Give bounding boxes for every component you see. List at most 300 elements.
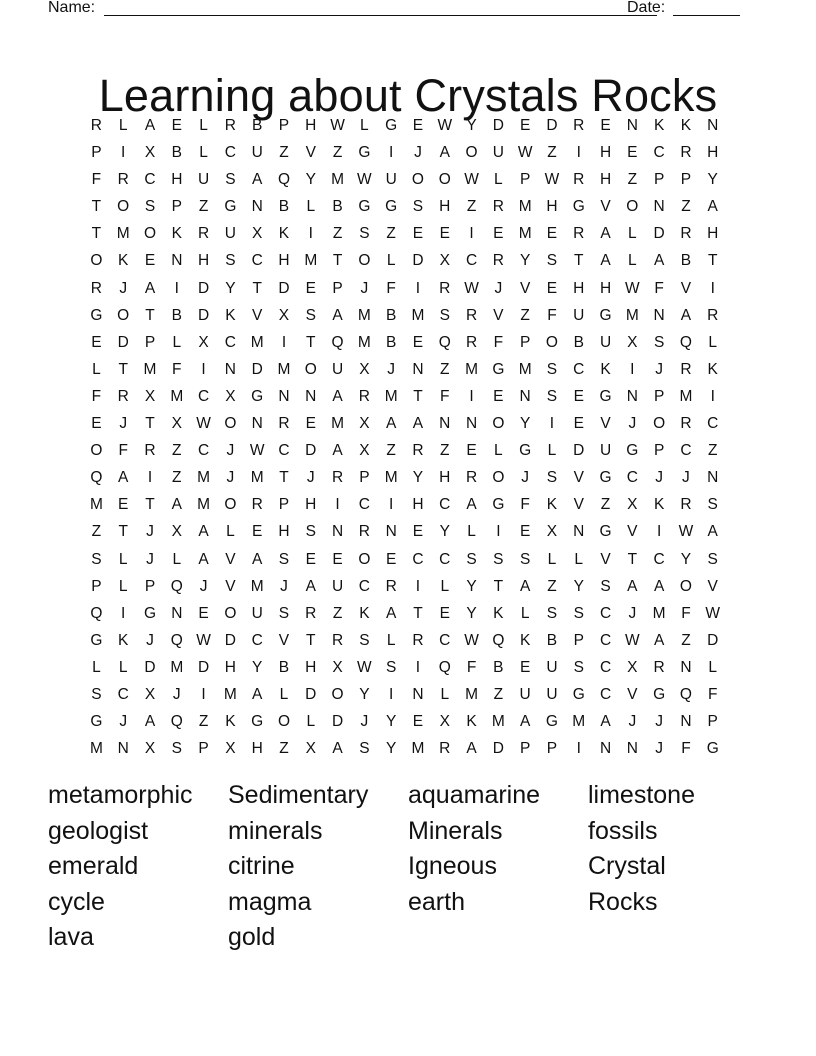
grid-letter: X [278,306,290,324]
grid-letter: J [119,415,128,433]
word-list-item: lava [48,923,94,952]
grid-letter: C [251,252,263,270]
grid-letter: L [360,117,369,134]
grid-letter: N [519,387,531,405]
grid-letter: Y [412,469,424,487]
grid-letter: G [599,523,612,541]
grid-letter: R [278,415,290,433]
grid-letter: E [91,415,102,433]
grid-letter: T [279,469,289,487]
grid-letter: X [439,252,450,270]
grid-letter: Y [466,604,477,622]
grid-letter: M [679,387,693,405]
grid-letter: L [306,713,316,731]
grid-letter: A [653,252,665,270]
grid-letter: E [171,117,182,134]
grid-letter: Z [386,225,396,243]
grid-letter: R [358,523,370,541]
grid-letter: M [518,198,532,216]
grid-letter: A [519,713,531,731]
grid-letter: L [279,685,289,703]
grid-letter: D [412,252,424,270]
grid-letter: K [359,604,370,622]
grid-letter: A [600,713,611,731]
word-list-item: citrine [228,852,295,881]
grid-letter: N [626,117,638,134]
grid-letter: X [144,387,156,405]
grid-letter: K [225,306,236,324]
grid-letter: Y [680,550,692,568]
grid-letter: C [439,550,451,568]
grid-letter: J [494,279,503,297]
grid-letter: U [224,225,236,243]
grid-letter: F [520,496,530,514]
grid-letter: N [680,658,692,676]
grid-letter: M [411,306,425,324]
grid-letter: I [415,577,421,595]
grid-letter: U [385,171,397,189]
grid-letter: H [599,279,612,297]
grid-letter: M [304,252,318,270]
grid-letter: E [546,225,558,243]
grid-letter: Y [519,415,531,433]
grid-letter: X [546,523,558,541]
grid-letter: N [412,360,424,378]
grid-letter: G [492,496,505,514]
grid-letter: Q [679,333,692,351]
grid-letter: N [653,306,665,324]
grid-letter: N [573,523,585,541]
grid-letter: J [226,469,235,487]
grid-letter: L [547,442,557,460]
grid-letter: N [412,685,424,703]
grid-letter: F [118,442,128,460]
grid-letter: R [439,740,451,758]
word-search-grid [83,112,726,762]
grid-letter: F [707,685,718,703]
grid-letter: R [331,469,344,487]
word-list-item: Minerals [408,816,503,845]
grid-letter: T [413,387,423,405]
grid-letter: R [197,225,210,243]
grid-letter: P [91,144,102,162]
grid-letter: I [710,279,715,297]
date-label: Date: [627,0,666,16]
grid-letter: F [172,360,182,378]
grid-letter: U [331,360,344,378]
grid-letter: N [653,198,665,216]
grid-letter: I [281,333,287,351]
grid-letter: C [251,631,263,649]
grid-letter: L [118,577,128,595]
word-list-item: geologist [48,816,149,845]
grid-letter: R [680,360,692,378]
grid-letter: H [278,252,290,270]
grid-letter: W [437,117,453,134]
grid-letter: K [225,713,236,731]
grid-letter: C [599,631,612,649]
grid-letter: H [412,496,424,514]
grid-letter: Q [492,631,505,649]
page-title: Learning about Crystals Rocks [98,70,718,122]
grid-letter: U [546,685,558,703]
grid-letter: G [492,360,505,378]
grid-letter: G [143,604,157,622]
grid-letter: S [707,496,718,514]
grid-letter: Z [440,360,450,378]
grid-letter: L [172,550,182,568]
grid-letter: L [92,658,101,676]
grid-letter: I [201,360,206,378]
grid-letter: L [467,523,476,541]
grid-letter: Y [252,658,263,676]
grid-letter: C [224,333,236,351]
grid-letter: A [332,387,343,405]
grid-letter: I [710,387,715,405]
grid-letter: Z [707,442,718,460]
grid-letter: H [171,171,183,189]
grid-letter: D [331,713,344,731]
grid-letter: Y [466,117,477,134]
grid-letter: C [599,685,612,703]
grid-letter: R [385,577,397,595]
grid-letter: Y [225,279,236,297]
grid-letter: S [573,658,584,676]
grid-letter: S [278,550,290,568]
grid-letter: L [118,550,128,568]
grid-letter: B [680,252,692,270]
grid-letter: V [493,306,504,324]
grid-letter: G [251,387,264,405]
grid-letter: G [706,740,719,758]
grid-letter: D [305,685,317,703]
grid-letter: J [414,144,422,162]
grid-letter: X [332,658,343,676]
grid-letter: C [117,685,129,703]
grid-letter: I [549,415,555,433]
grid-letter: M [277,360,291,378]
grid-letter: Q [90,469,103,487]
grid-letter: I [308,225,313,243]
grid-letter: C [680,442,692,460]
grid-letter: K [600,360,611,378]
grid-letter: S [546,604,558,622]
grid-letter: M [89,740,103,758]
grid-letter: E [493,387,504,405]
grid-letter: Z [332,225,343,243]
grid-letter: D [278,279,290,297]
grid-letter: H [599,171,612,189]
grid-letter: R [439,279,451,297]
grid-letter: O [679,577,692,595]
grid-letter: E [439,604,450,622]
grid-letter: F [91,387,102,405]
grid-letter: H [197,252,210,270]
grid-letter: P [278,496,290,514]
grid-letter: I [121,604,126,622]
grid-letter: M [250,577,264,595]
grid-letter: L [386,631,396,649]
grid-letter: R [492,252,504,270]
grid-letter: M [357,333,371,351]
grid-letter: A [653,577,665,595]
grid-letter: Y [385,713,397,731]
grid-letter: Z [493,685,504,703]
grid-letter: D [197,658,210,676]
grid-letter: S [653,333,665,351]
grid-letter: Y [359,685,370,703]
grid-letter: R [653,658,665,676]
grid-letter: C [707,415,719,433]
grid-letter: S [412,198,424,216]
grid-letter: F [440,387,450,405]
grid-letter: W [357,658,372,676]
grid-letter: K [118,631,129,649]
grid-letter: S [385,658,397,676]
grid-letter: U [251,604,263,622]
grid-letter: V [627,523,638,541]
grid-letter: Z [547,144,557,162]
grid-letter: J [306,469,315,487]
grid-letter: L [199,144,208,162]
grid-letter: S [519,550,531,568]
grid-letter: D [492,117,504,134]
grid-letter: H [278,523,290,541]
grid-letter: B [252,117,263,134]
grid-letter: V [573,496,584,514]
grid-letter: U [599,442,612,460]
grid-letter: K [546,496,558,514]
grid-letter: E [573,387,584,405]
grid-letter: N [626,740,638,758]
grid-letter: G [572,198,585,216]
grid-letter: L [494,171,503,189]
grid-letter: P [144,577,156,595]
grid-letter: O [358,252,371,270]
grid-letter: B [493,658,504,676]
grid-letter: C [573,360,585,378]
grid-letter: J [628,713,637,731]
word-list-item: Rocks [588,887,658,916]
grid-letter: I [174,279,179,297]
grid-letter: W [464,279,479,297]
grid-letter: C [599,658,612,676]
grid-letter: C [224,144,236,162]
grid-letter: D [251,360,263,378]
grid-letter: K [680,117,692,134]
grid-letter: G [599,387,612,405]
grid-letter: R [680,415,692,433]
grid-letter: M [572,713,586,731]
word-list [48,778,768,956]
grid-letter: Q [679,685,692,703]
grid-letter: P [519,740,531,758]
grid-letter: A [198,550,209,568]
grid-letter: J [682,469,690,487]
grid-letter: K [278,225,290,243]
grid-letter: R [573,225,585,243]
word-list-item: Igneous [408,852,497,881]
grid-letter: J [655,469,663,487]
grid-letter: D [117,333,129,351]
grid-letter: L [708,658,718,676]
grid-letter: M [143,360,157,378]
grid-letter: T [306,631,316,649]
grid-letter: G [251,713,264,731]
grid-letter: M [625,306,639,324]
grid-letter: X [171,415,182,433]
grid-letter: R [465,306,478,324]
grid-letter: X [627,333,638,351]
grid-letter: M [250,469,264,487]
grid-letter: D [546,117,558,134]
grid-letter: Z [279,740,289,758]
grid-letter: P [198,740,209,758]
grid-letter: K [653,117,665,134]
grid-letter: C [197,442,210,460]
grid-letter: Q [170,713,183,731]
grid-letter: A [144,117,156,134]
grid-letter: M [384,469,398,487]
grid-letter: L [494,442,503,460]
grid-letter: O [331,685,344,703]
grid-letter: A [118,469,129,487]
grid-letter: I [469,225,474,243]
grid-letter: R [358,387,370,405]
grid-letter: A [332,306,343,324]
grid-letter: E [305,415,316,433]
grid-letter: R [117,171,129,189]
grid-letter: R [680,144,692,162]
grid-letter: W [357,171,372,189]
grid-letter: G [385,198,398,216]
grid-letter: S [91,685,102,703]
grid-letter: S [359,740,370,758]
grid-letter: L [708,333,718,351]
grid-letter: P [91,577,102,595]
grid-letter: S [546,360,558,378]
grid-letter: D [492,740,504,758]
grid-letter: Z [91,523,102,541]
grid-letter: V [680,279,692,297]
grid-letter: M [491,713,505,731]
grid-letter: Q [90,604,103,622]
grid-letter: J [146,523,154,541]
grid-letter: C [197,387,210,405]
grid-letter: X [144,685,156,703]
grid-letter: C [626,469,638,487]
grid-letter: B [385,333,397,351]
grid-letter: O [304,360,317,378]
grid-letter: E [573,415,584,433]
grid-letter: G [90,713,103,731]
grid-letter: X [225,387,236,405]
grid-letter: S [546,387,558,405]
grid-letter: I [630,360,635,378]
grid-letter: V [305,144,316,162]
grid-letter: H [707,225,719,243]
grid-letter: P [278,117,290,134]
grid-letter: Z [332,144,343,162]
grid-letter: L [118,658,128,676]
grid-letter: C [465,252,478,270]
grid-letter: E [600,117,611,134]
grid-letter: H [251,740,263,758]
grid-letter: C [278,442,290,460]
grid-letter: W [330,117,345,134]
grid-letter: F [681,740,691,758]
grid-letter: N [251,198,263,216]
grid-letter: I [469,387,474,405]
grid-letter: L [118,117,128,134]
grid-letter: I [389,496,394,514]
grid-letter: L [199,117,208,134]
grid-letter: P [171,198,182,216]
grid-letter: E [519,117,531,134]
grid-letter: W [196,631,211,649]
grid-letter: C [653,550,665,568]
grid-letter: Z [198,713,209,731]
grid-letter: B [278,198,290,216]
grid-letter: B [332,198,343,216]
grid-letter: E [546,279,558,297]
grid-letter: I [201,685,206,703]
grid-letter: B [546,631,558,649]
name-blank-line [104,0,657,16]
grid-letter: A [252,550,263,568]
word-list-item: cycle [48,887,105,916]
grid-letter: O [626,198,639,216]
grid-letter: G [358,198,371,216]
grid-letter: L [226,523,235,541]
grid-letter: X [627,658,638,676]
grid-letter: T [627,550,638,568]
grid-letter: W [705,604,721,622]
grid-letter: E [91,333,102,351]
grid-letter: G [224,198,237,216]
word-list-item: aquamarine [408,781,541,809]
grid-letter: E [385,550,397,568]
grid-letter: Y [305,171,316,189]
grid-letter: N [707,117,719,134]
grid-letter: N [439,415,451,433]
grid-letter: E [412,117,424,134]
grid-letter: R [465,469,478,487]
grid-letter: M [331,171,345,189]
grid-letter: E [252,523,263,541]
grid-letter: O [117,198,130,216]
grid-letter: F [681,604,691,622]
grid-letter: I [415,279,421,297]
grid-letter: W [249,442,265,460]
grid-letter: R [90,117,102,134]
grid-letter: M [465,360,479,378]
grid-letter: A [600,225,611,243]
grid-letter: M [465,685,479,703]
grid-letter: Z [520,306,530,324]
grid-letter: T [413,604,423,622]
grid-letter: J [360,713,369,731]
grid-letter: M [250,333,264,351]
grid-letter: L [628,225,637,243]
word-list-item: earth [408,887,465,916]
grid-letter: E [519,658,531,676]
grid-letter: L [92,360,101,378]
grid-letter: S [439,306,450,324]
grid-letter: N [117,740,129,758]
word-list-item: fossils [588,816,658,845]
grid-letter: A [305,577,316,595]
